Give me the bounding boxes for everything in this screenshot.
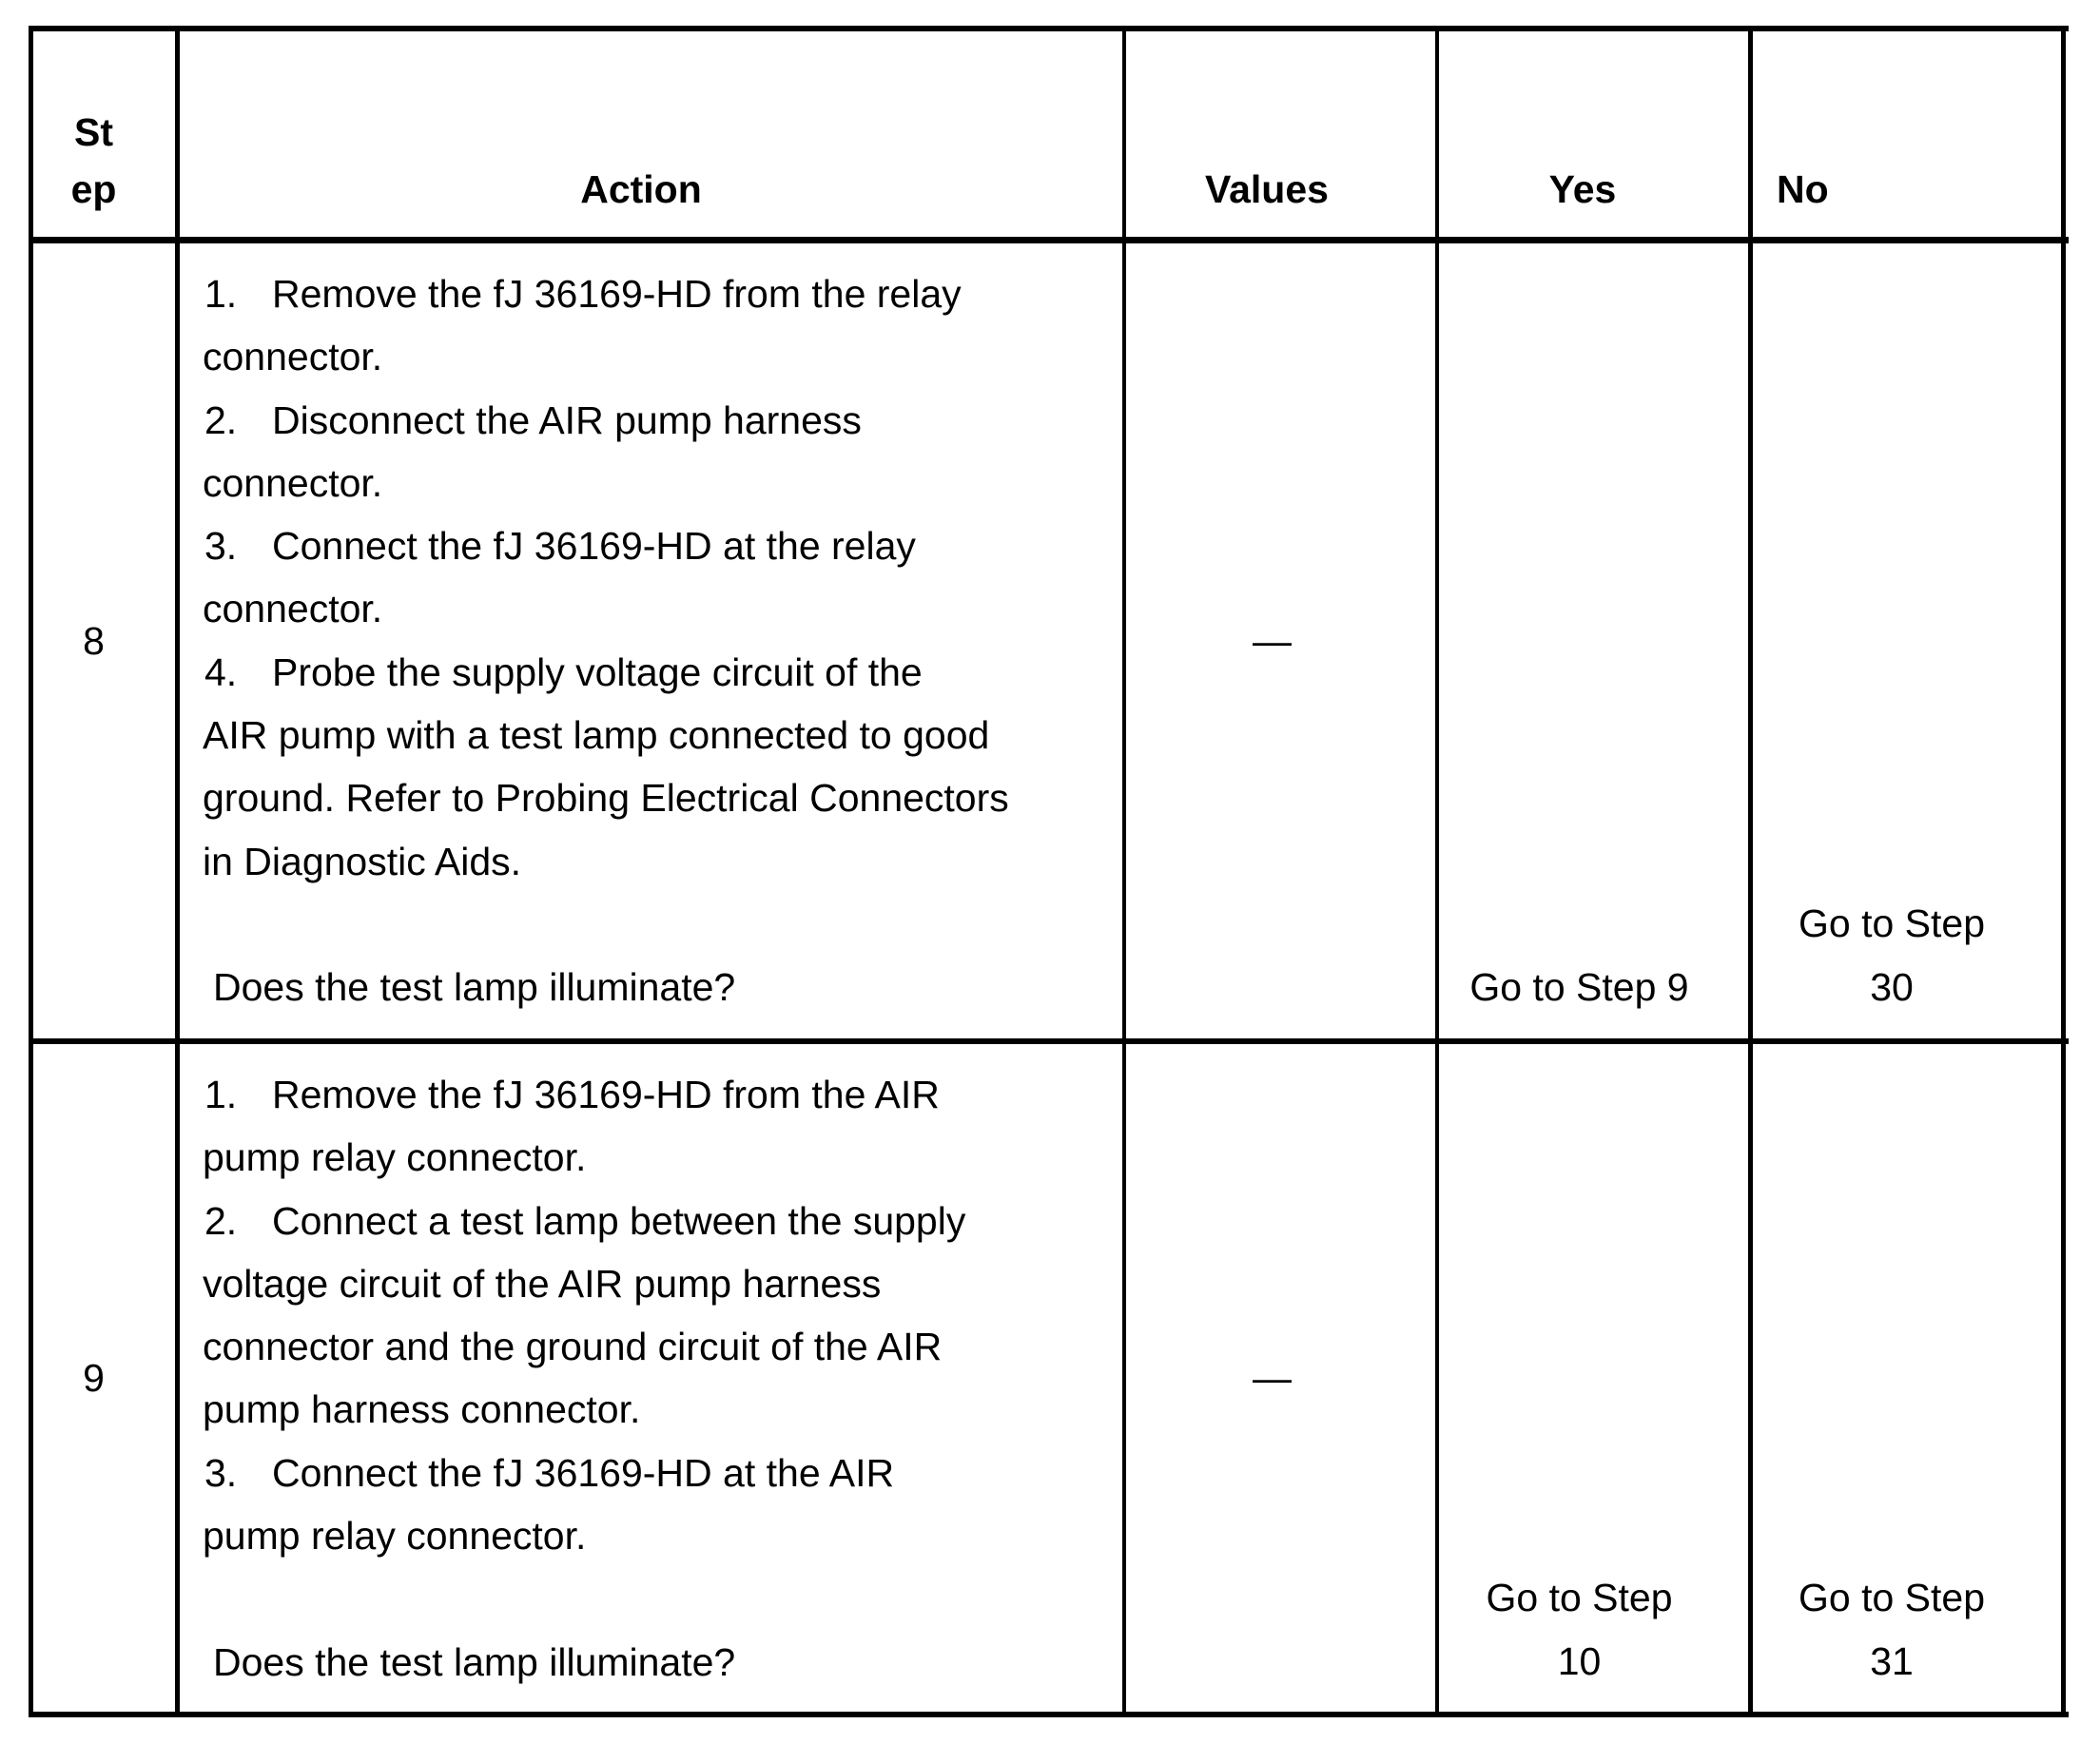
no-text: 30: [1870, 964, 1914, 1009]
yes-text: Go to Step: [1486, 1576, 1673, 1620]
header-step-line: ep: [70, 167, 117, 211]
yes-cell: [1439, 1044, 1748, 1713]
header-action-label: Action: [580, 167, 702, 211]
action-line: connector.: [203, 587, 383, 631]
item-text: Connect a test lamp between the supply: [272, 1198, 966, 1243]
action-line: [203, 514, 1122, 577]
action-cell: [180, 1044, 1122, 1713]
values-cell: [1126, 243, 1435, 1038]
blank-line: [203, 893, 1122, 956]
no-text: Go to Step: [1798, 901, 1985, 946]
item-number: 4.: [204, 649, 238, 694]
action-line: connector.: [203, 460, 383, 505]
no-text: 31: [1870, 1638, 1914, 1683]
action-line: connector and the ground circuit of the AIR: [203, 1325, 943, 1369]
action-line: [203, 1190, 1122, 1252]
no-cell: [1753, 1044, 2061, 1713]
step-number: 8: [83, 618, 105, 663]
item-number: 3.: [204, 524, 238, 569]
yes-text: 10: [1557, 1638, 1602, 1683]
item-text: Connect the fJ 36169-HD at the relay: [272, 524, 916, 569]
header-action: [180, 31, 1122, 237]
action-line: pump relay connector.: [203, 1514, 587, 1559]
header-yes: [1439, 31, 1748, 237]
step-number: 9: [83, 1356, 105, 1401]
yes-cell: [1439, 243, 1748, 1038]
item-text: Connect the fJ 36169-HD at the AIR: [272, 1450, 895, 1495]
action-line: connector.: [203, 335, 383, 379]
item-number: 2.: [204, 397, 238, 442]
item-text: Remove the fJ 36169-HD from the relay: [272, 272, 962, 316]
item-number: 3.: [204, 1450, 238, 1495]
header-step-line: St: [74, 110, 113, 154]
action-line: voltage circuit of the AIR pump harness: [203, 1261, 882, 1306]
action-line: [203, 1063, 1122, 1126]
action-line: AIR pump with a test lamp connected to good: [203, 713, 990, 758]
header-step: [33, 31, 175, 237]
values-text: —: [1253, 618, 1292, 663]
header-values-label: Values: [1205, 167, 1329, 211]
values-cell: [1126, 1044, 1435, 1713]
item-number: 2.: [204, 1198, 238, 1243]
header-no-label: No: [1777, 167, 1829, 211]
item-text: Remove the fJ 36169-HD from the AIR: [272, 1073, 940, 1116]
step-number-cell: [33, 243, 175, 1038]
no-cell: [1753, 243, 2061, 1038]
item-number: 1.: [204, 1073, 238, 1116]
header-yes-label: Yes: [1548, 167, 1617, 211]
action-line: in Diagnostic Aids.: [203, 839, 522, 883]
header-divider: [29, 237, 2069, 243]
action-line: [203, 641, 1122, 704]
header-no: [1753, 31, 2061, 237]
action-question: Does the test lamp illuminate?: [213, 1639, 736, 1684]
action-cell: [180, 243, 1122, 1038]
header-values: [1126, 31, 1435, 237]
item-text: Probe the supply voltage circuit of the: [272, 649, 923, 694]
action-question: Does the test lamp illuminate?: [213, 965, 736, 1010]
action-line: [203, 389, 1122, 452]
action-line: pump relay connector.: [203, 1135, 587, 1180]
table-border-right: [2061, 26, 2066, 1717]
item-text: Disconnect the AIR pump harness: [272, 397, 862, 442]
step-number-cell: [33, 1044, 175, 1713]
yes-text: Go to Step 9: [1469, 964, 1689, 1009]
action-line: [203, 262, 1122, 325]
no-text: Go to Step: [1798, 1576, 1985, 1620]
item-number: 1.: [204, 272, 238, 316]
action-line: pump harness connector.: [203, 1387, 641, 1432]
action-line: [203, 1442, 1122, 1504]
action-line: ground. Refer to Probing Electrical Connectors: [203, 776, 1009, 821]
blank-line: [203, 1567, 1122, 1630]
values-text: —: [1253, 1356, 1292, 1401]
